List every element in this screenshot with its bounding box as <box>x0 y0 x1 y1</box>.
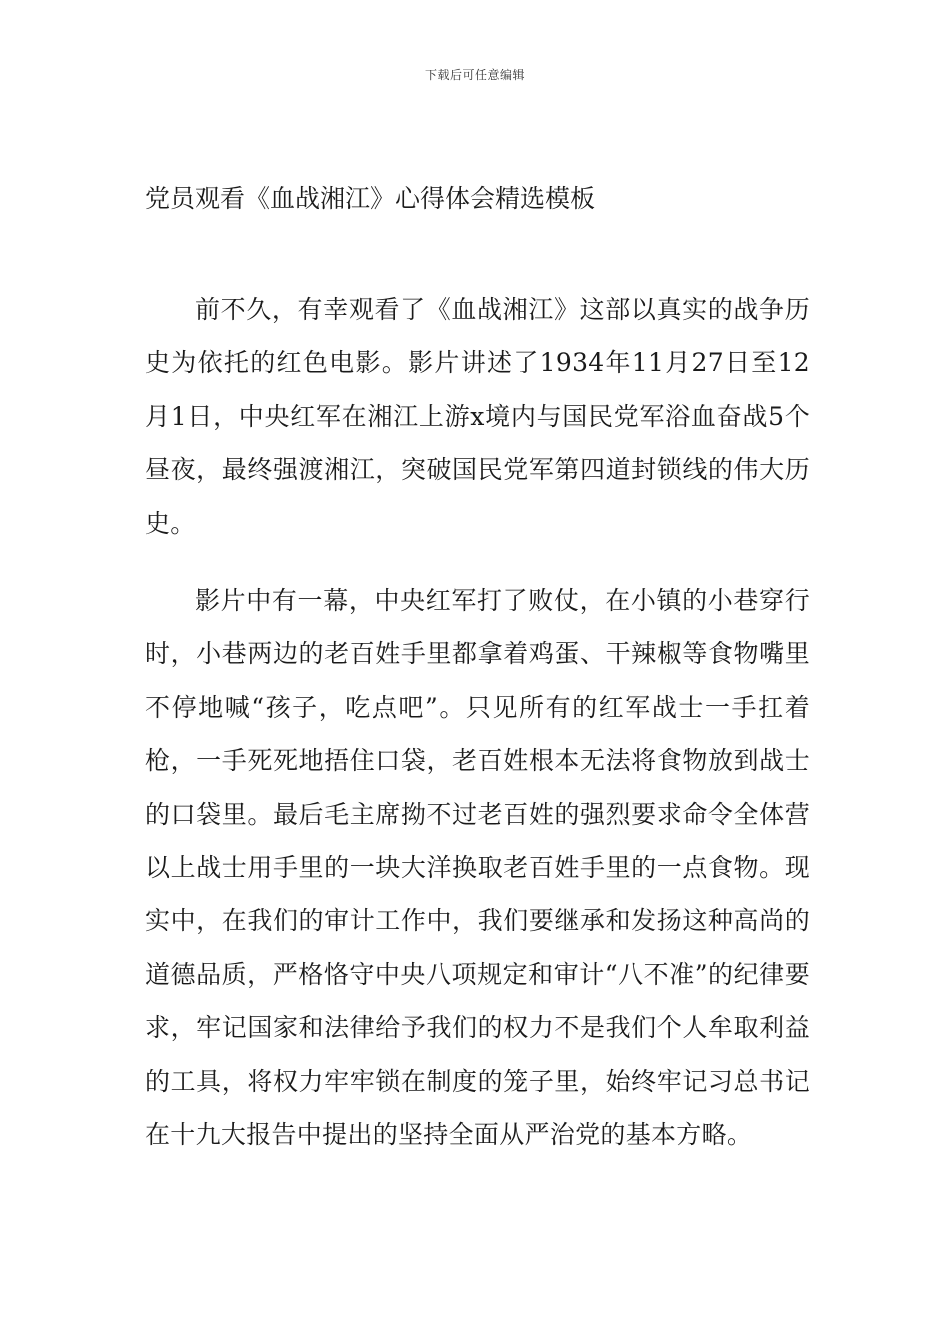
paragraph-2: 影片中有一幕，中央红军打了败仗，在小镇的小巷穿行时，小巷两边的老百姓手里都拿着鸡蛋、干辣椒等食物嘴里不停地喊“孩子，吃点吧”。只见所有的红军战士一手扛着枪，一手死死地捂住口袋，老百姓根本无法将食物放到战士的口袋里。最后毛主席拗不过老百姓的强烈要求命令全体营以上战士用手里的一块大洋换取老百姓手里的一点食物。现实中，在我们的审计工作中，我们要继承和发扬这种高尚的道德品质，严格恪守中央八项规定和审计“八不准”的纪律要求，牢记国家和法律给予我们的权力不是我们个人牟取利益的工具，将权力牢牢锁在制度的笼子里，始终牢记习总书记在十九大报告中提出的坚持全面从严治党的基本方略。 <box>145 586 810 1150</box>
paragraph-1: 前不久，有幸观看了《血战湘江》这部以真实的战争历史为依托的红色电影。影片讲述了1934年11月27日至12月1日，中央红军在湘江上游x境内与国民党军浴血奋战5个昼夜，最终强渡湘江，突破国民党军第四道封锁线的伟大历史。 <box>145 295 810 538</box>
document-title: 党员观看《血战湘江》心得体会精选模板 <box>145 184 596 213</box>
header-note: 下载后可任意编辑 <box>424 68 525 82</box>
